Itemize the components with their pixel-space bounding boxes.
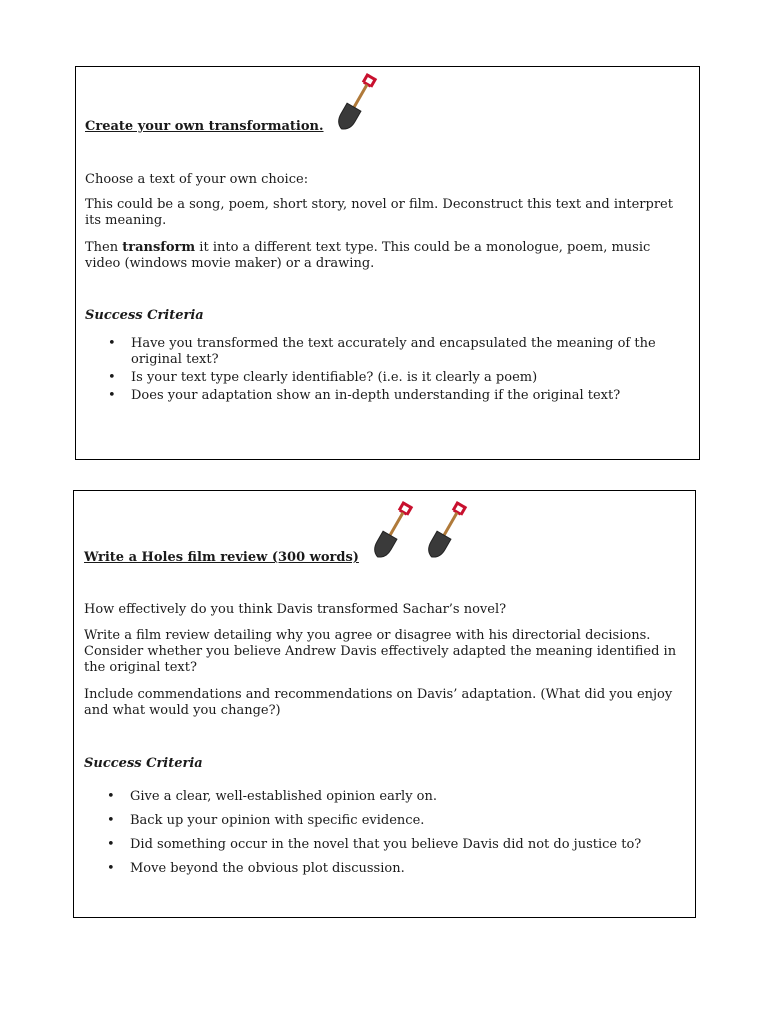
- review-commendations: Include commendations and recommendations on Davis’ adaptation. (What did you enjoy and what would you change?): [84, 687, 673, 718]
- keyword-transform: transform: [122, 240, 196, 255]
- card-title: Write a Holes film review (300 words): [84, 550, 359, 565]
- review-question: How effectively do you think Davis transformed Sachar’s novel?: [84, 602, 507, 617]
- shovel-icon: [329, 70, 385, 134]
- success-criteria-list: [85, 336, 685, 404]
- review-instructions: Write a film review detailing why you agree or disagree with his directorial decisions. Consider whether you believe Andrew Davis effectively adapted the meaning identified in the original text?: [84, 628, 677, 675]
- list-item: • Move beyond the obvious plot discussion.: [107, 861, 405, 876]
- success-criteria-heading: Success Criteria: [84, 756, 203, 771]
- list-item: • Give a clear, well-established opinion early on.: [107, 789, 438, 804]
- success-criteria-heading: Success Criteria: [85, 308, 204, 323]
- list-item: • Is your text type clearly identifiable? (i.e. is it clearly a poem): [108, 370, 538, 385]
- instruction-choose-text: Choose a text of your own choice:: [85, 172, 309, 187]
- list-item: • Have you transformed the text accurately and encapsulated the meaning of the original text?: [108, 336, 656, 367]
- success-criteria-list: [84, 789, 684, 877]
- instruction-transform: Then transform it into a different text type. This could be a monologue, poem, music video (windows movie maker) or a drawing.: [85, 240, 651, 271]
- list-item: • Does your adaptation show an in-depth understanding if the original text?: [108, 388, 621, 403]
- list-item: • Did something occur in the novel that you believe Davis did not do justice to?: [107, 837, 642, 852]
- instruction-deconstruct: This could be a song, poem, short story, novel or film. Deconstruct this text and interpret its meaning.: [85, 197, 673, 228]
- shovel-icon: [365, 494, 421, 566]
- list-item: • Back up your opinion with specific evidence.: [107, 813, 425, 828]
- shovel-icon: [419, 494, 475, 566]
- card-title: Create your own transformation.: [85, 119, 324, 134]
- task-card-film-review: [73, 490, 696, 918]
- task-card-transformation: [75, 66, 700, 460]
